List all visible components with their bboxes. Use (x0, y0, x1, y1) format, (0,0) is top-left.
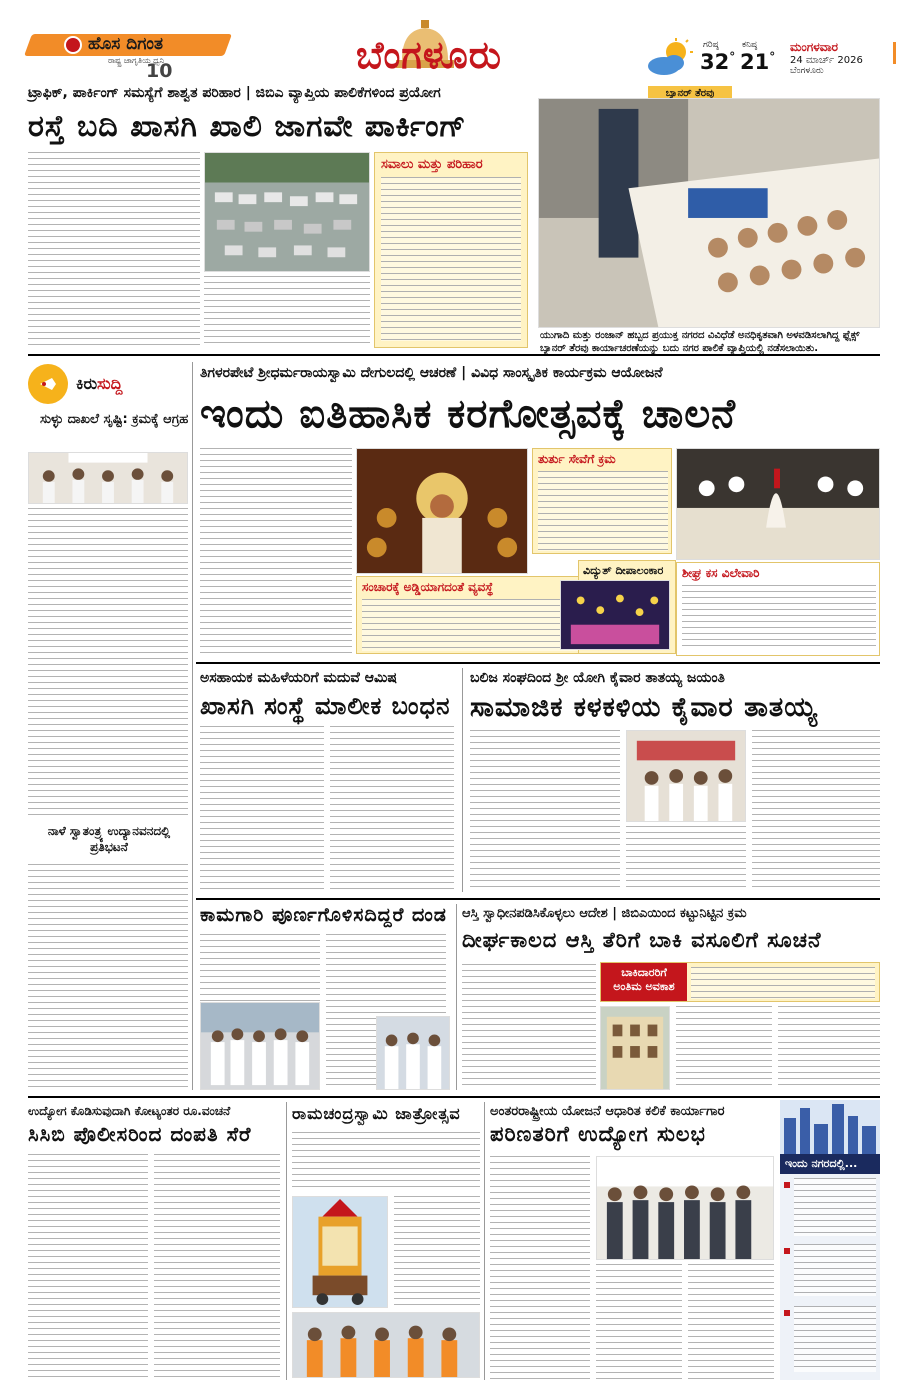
asti-box (600, 962, 880, 1002)
karaga-box4-title: ಶೀಘ್ರ ಕಸ ವಿಲೇವಾರಿ (682, 566, 760, 580)
ccb-rule (286, 1102, 287, 1380)
danda-rule (456, 904, 457, 1090)
weather-max-value: 32 (700, 50, 730, 74)
day: ಮಂಗಳವಾರ (790, 40, 839, 54)
udyoga-text-col3 (688, 1264, 774, 1380)
asti-text-col3 (778, 1006, 880, 1090)
kaivara-text-col2 (626, 826, 746, 890)
rama-headline: ರಾಮಚಂದ್ರಸ್ವಾಮಿ ಜಾತ್ರೋತ್ಸವ (292, 1104, 461, 1123)
rama-rule (484, 1102, 485, 1380)
weather-min (740, 50, 775, 74)
asti-box-label (601, 963, 687, 1001)
amisha-text-col1 (200, 726, 324, 894)
amisha-rule (462, 668, 463, 892)
karaga-photo-flowers (676, 448, 880, 560)
weather-max-label: ಗರಿಷ್ಠ (703, 40, 719, 50)
asti-box-a: ಬಾಕಿದಾರರಿಗೆ (621, 966, 667, 979)
amisha-kicker: ಅಸಹಾಯಕ ಮಹಿಳೆಯರಿಗೆ ಮದುವೆ ಆಮಿಷ (200, 670, 397, 686)
weather-min-label: ಕನಿಷ್ಠ (742, 40, 758, 50)
amisha-text-col2 (330, 726, 454, 894)
kaivara-text-col1 (470, 730, 620, 890)
udyoga-headline: ಪರಿಣತರಿಗೆ ಉದ್ಯೋಗ ಸುಲಭ (490, 1122, 706, 1146)
edition-title: ಬೆಂಗಳೂರು (356, 33, 502, 77)
karaga-kicker: ತಿಗಳರಪೇಟೆ ಶ್ರೀಧರ್ಮರಾಯಸ್ವಾಮಿ ದೇಗುಲದಲ್ಲಿ ಆಚರಣೆ | ವಿವಿಧ ಸಾಂಸ್ಕೃತಿಕ ಕಾರ್ಯಕ್ರಮ ಆಯೋಜನೆ (200, 365, 663, 381)
story1-col1-text (28, 152, 200, 346)
karaga-box3-title: ವಿದ್ಯುತ್ ದೀಪಾಲಂಕಾರ (583, 564, 664, 577)
indu-nagaradalli-panel (780, 1100, 880, 1380)
karaga-headline: ಇಂದು ಐತಿಹಾಸಿಕ ಕರಗೋತ್ಸವಕ್ಕೆ ಚಾಲನೆ (200, 391, 736, 437)
amisha-headline: ಖಾಸಗಿ ಸಂಸ್ಥೆ ಮಾಲೀಕ ಬಂಧನ (200, 692, 451, 720)
page-number: 10 (146, 60, 173, 82)
masthead-accent (893, 42, 896, 64)
masthead (0, 0, 900, 84)
story1-col2-text (204, 276, 370, 346)
ccb-text-col2 (154, 1154, 280, 1380)
asti-text-col1 (462, 964, 596, 1090)
asti-headline: ದೀರ್ಘಕಾಲದ ಆಸ್ತಿ ತೆರಿಗೆ ಬಾಕಿ ವಸೂಲಿಗೆ ಸೂಚನೆ (462, 928, 822, 952)
kiru-item1-title: ಸುಳ್ಳು ದಾಖಲೆ ಸೃಷ್ಟಿ: ಕ್ರಮಕ್ಕೆ ಆಗ್ರಹ (40, 412, 189, 427)
danda-headline: ಕಾಮಗಾರಿ ಪೂರ್ಣಗೊಳಿಸದಿದ್ದರೆ ದಂಡ (200, 904, 447, 926)
kiru-suddi-title-b: ಸುದ್ದಿ (97, 374, 123, 393)
kaivara-text-col3 (752, 730, 880, 890)
divider-2 (196, 662, 880, 664)
event-bullet-icon-2 (784, 1248, 790, 1254)
story1-parking-photo (204, 152, 370, 272)
story1-challenge-box (374, 152, 528, 348)
karaga-photo-procession (356, 448, 528, 574)
event-item-1 (794, 1178, 876, 1236)
paper-tagline: ರಾಷ್ಟ್ರ ಜಾಗೃತಿಯ ಧ್ವನಿ (108, 56, 165, 65)
udyoga-kicker: ಅಂತರರಾಷ್ಟ್ರೀಯ ಯೋಜನೆ ಆಧಾರಿತ ಕಲಿಕೆ ಕಾರ್ಯಾಗಾರ (490, 1104, 725, 1119)
udyoga-text-col2 (596, 1264, 682, 1380)
event-list (784, 1178, 876, 1374)
weather-icon (644, 38, 696, 78)
event-bullet-icon-3 (784, 1310, 790, 1316)
kiru-item2-text (28, 864, 188, 1090)
event-item-3 (794, 1306, 876, 1372)
degree-symbol: ° (729, 50, 736, 64)
karaga-box1-text (538, 471, 668, 551)
kiru-item2-title: ನಾಳೆ ಸ್ವಾತಂತ್ರ್ಯ ಉದ್ಯಾನವನದಲ್ಲಿ ಪ್ರತಿಭಟನೆ (47, 824, 171, 854)
banner-caption: ಯುಗಾದಿ ಮತ್ತು ರಂಜಾನ್ ಹಬ್ಬದ ಪ್ರಯುಕ್ತ ನಗರದ ವಿವಿಧೆಡೆ ಅನಧಿಕೃತವಾಗಿ ಅಳವಡಿಸಲಾಗಿದ್ದ ಫ್ಲೆಕ್ಸ್ ಬ್ಯಾನರ್ ತೆರವು ಕಾರ್ಯಾಚರಣೆಯನ್ನು ಬದು ನಗರ ಪಾಲಿಕೆ ವ್ಯಾಪ್ತಿಯಲ್ಲಿ ನಡೆಸಲಾಯಿತು. (540, 330, 860, 354)
registration-marks (0, 1382, 900, 1390)
kiru-suddi-title (76, 374, 122, 394)
kiru-suddi-icon (28, 364, 68, 404)
kiru-suddi-header (28, 364, 188, 406)
udyoga-photo (596, 1156, 774, 1260)
weather-max (700, 50, 735, 74)
divider-4 (28, 1096, 880, 1098)
divider-1 (28, 354, 880, 356)
banner-label: ಬ್ಯಾನರ್ ತೆರವು (648, 86, 732, 101)
story1-headline: ರಸ್ತೆ ಬದಿ ಖಾಸಗಿ ಖಾಲಿ ಜಾಗವೇ ಪಾರ್ಕಿಂಗ್ (28, 109, 467, 144)
degree-symbol-min: ° (769, 50, 776, 64)
rama-photo-devotees (292, 1312, 480, 1378)
paper-logo (28, 34, 248, 80)
kiru-item1-text (28, 508, 188, 820)
rama-text-right (394, 1196, 480, 1308)
date: 24 ಮಾರ್ಚ್ 2026 (790, 55, 863, 66)
weather-min-value: 21 (740, 50, 770, 74)
asti-box-b: ಅಂತಿಮ ಅವಕಾಶ (613, 980, 675, 993)
event-item-2 (794, 1244, 876, 1296)
story1-box-title: ಸವಾಲು ಮತ್ತು ಪರಿಹಾರ (381, 157, 483, 172)
story1-box-text (381, 177, 521, 341)
karaga-box1-title: ತುರ್ತು ಸೇವೆಗೆ ಕ್ರಮ (538, 452, 616, 466)
ccb-headline: ಸಿಸಿಬಿ ಪೊಲೀಸರಿಂದ ದಂಪತಿ ಸೆರೆ (28, 1122, 252, 1146)
asti-text-col2 (676, 1006, 772, 1090)
skyline-graphic (780, 1100, 880, 1154)
kiru-item1-photo (28, 452, 188, 504)
banner-removal-photo (538, 98, 880, 328)
karaga-text (200, 448, 352, 654)
kaivara-photo (626, 730, 746, 822)
asti-box-text (691, 967, 875, 999)
indu-nagaradalli-title: ಇಂದು ನಗರದಲ್ಲಿ... (780, 1154, 880, 1174)
dateline (790, 40, 894, 76)
event-bullet-icon (784, 1182, 790, 1188)
danda-photo (200, 1002, 320, 1090)
ccb-text-col1 (28, 1154, 148, 1380)
asti-kicker: ಆಸ್ತಿ ಸ್ವಾಧೀನಪಡಿಸಿಕೊಳ್ಳಲು ಆದೇಶ | ಜಿಬಿಎಯಿಂದ ಕಟ್ಟುನಿಟ್ಟಿನ ಕ್ರಮ (462, 906, 747, 921)
kiru-suddi-title-a: ಕಿರು (76, 374, 98, 393)
karaga-box4-text (682, 585, 876, 651)
karaga-box2-title: ಸಂಚಾರಕ್ಕೆ ಅಡ್ಡಿಯಾಗದಂತೆ ವ್ಯವಸ್ಥೆ (362, 580, 494, 594)
paper-name: ಹೊಸ ದಿಗಂತ (88, 34, 163, 54)
kaivara-kicker: ಬಲಿಜ ಸಂಘದಿಂದ ಶ್ರೀ ಯೋಗಿ ಕೈವಾರ ತಾತಯ್ಯ ಜಯಂತಿ (470, 670, 725, 686)
story1-kicker: ಟ್ರಾಫಿಕ್, ಪಾರ್ಕಿಂಗ್ ಸಮಸ್ಯೆಗೆ ಶಾಶ್ವತ ಪರಿಹಾರ | ಜಿಬಿಎ ವ್ಯಾಪ್ತಿಯ ಪಾಲಿಕೆಗಳಿಂದ ಪ್ರಯೋಗ (28, 85, 441, 101)
ccb-kicker: ಉದ್ಯೋಗ ಕೊಡಿಸುವುದಾಗಿ ಕೋಟ್ಯಂತರ ರೂ.ವಂಚನೆ (28, 1104, 231, 1118)
danda-photo-2 (376, 1016, 450, 1090)
udyoga-text-col1 (490, 1156, 590, 1380)
rama-text-top (292, 1132, 480, 1192)
karaga-box-waste (676, 562, 880, 656)
rama-photo-chariot (292, 1196, 388, 1308)
kiru-sidebar-rule (192, 362, 193, 1090)
divider-3 (196, 898, 880, 900)
karaga-photo-lights (560, 580, 670, 650)
asti-photo (600, 1006, 670, 1090)
kaivara-headline: ಸಾಮಾಜಿಕ ಕಳಕಳಿಯ ಕೈವಾರ ತಾತಯ್ಯ (470, 692, 818, 723)
karaga-box-emergency (532, 448, 672, 554)
logo-emblem-icon (64, 36, 82, 54)
city: ಬೆಂಗಳೂರು (790, 66, 824, 76)
